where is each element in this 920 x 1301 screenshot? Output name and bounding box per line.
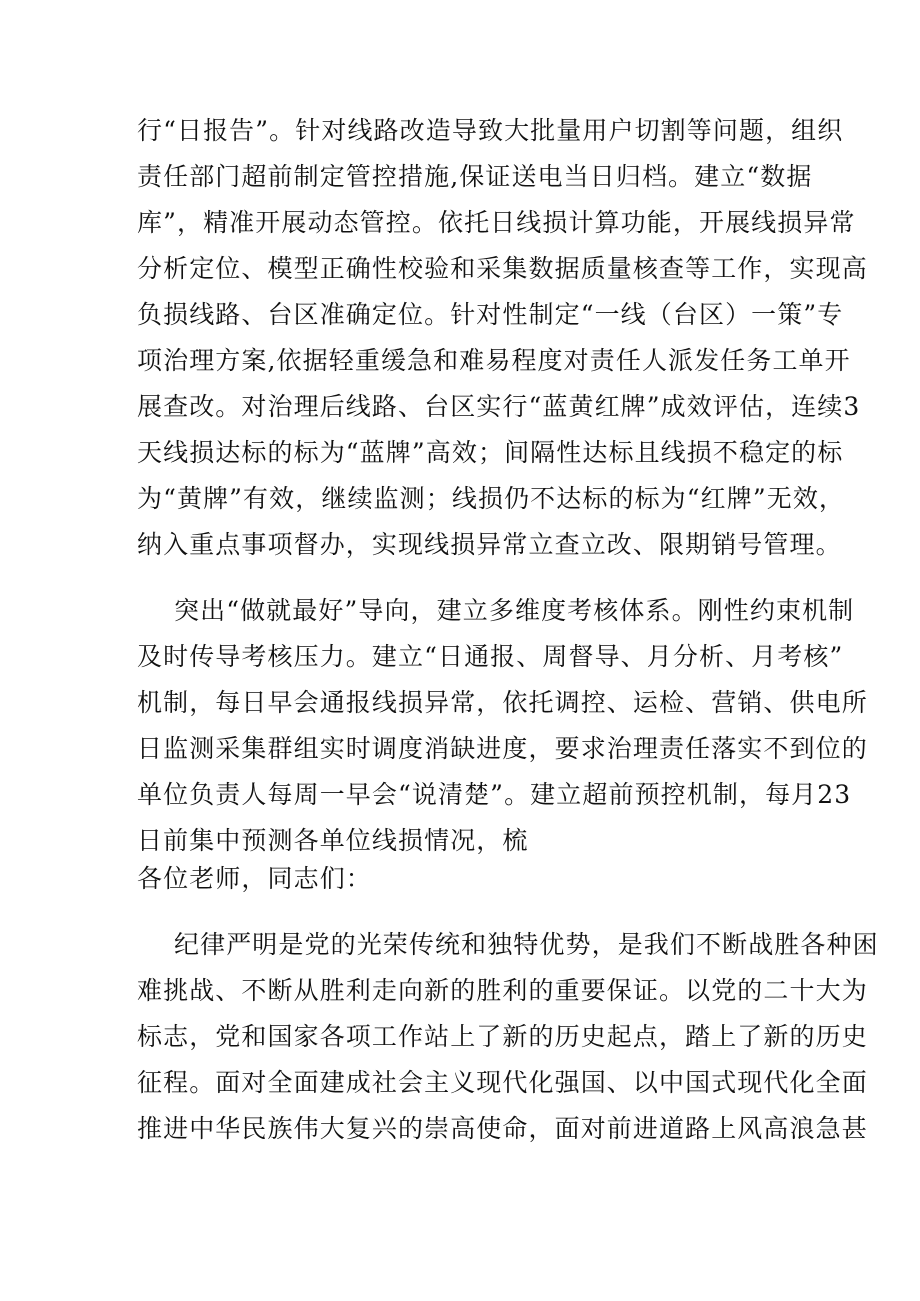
text-line-15: 单位负责人每周一早会“说清楚”。建立超前预控机制，每月23 [137,780,852,809]
text-line-12: 及时传导考核压力。建立“日通报、周督导、月分析、月考核” [137,642,844,671]
text-line-6: 项治理方案,依据轻重缓急和难易程度对责任人派发任务工单开 [137,346,851,375]
salutation-line: 各位老师，同志们： [137,864,372,893]
text-line-3: 库”，精准开展动态管控。依托日线损计算功能，开展线损异常 [137,208,856,237]
text-line-22: 推进中华民族伟大复兴的崇高使命，面对前进道路上风高浪急甚 [137,1114,868,1143]
text-line-14: 日监测采集群组实时调度消缺进度，要求治理责任落实不到位的 [137,734,868,763]
text-line-7: 展查改。对治理后线路、台区实行“蓝黄红牌”成效评估，连续3 [137,392,861,421]
text-line-20: 标志，党和国家各项工作站上了新的历史起点，踏上了新的历史 [137,1022,868,1051]
text-line-2: 责任部门超前制定管控措施,保证送电当日归档。建立“数据 [137,162,813,191]
text-line-21: 征程。面对全面建成社会主义现代化强国、以中国式现代化全面 [137,1068,868,1097]
paragraph-start-line: 突出“做就最好”导向，建立多维度考核体系。刚性约束机制 [174,596,855,625]
text-line-1: 行“日报告”。针对线路改造导致大批量用户切割等问题，组织 [137,116,844,145]
text-line-16: 日前集中预测各单位线损情况，梳 [137,826,529,855]
text-line-9: 为“黄牌”有效，继续监测；线损仍不达标的标为“红牌”无效， [137,484,846,513]
text-line-10: 纳入重点事项督办，实现线损异常立查立改、限期销号管理。 [137,530,842,559]
text-line-19: 难挑战、不断从胜利走向新的胜利的重要保证。以党的二十大为 [137,976,868,1005]
paragraph-start-line: 纪律严明是党的光荣传统和独特优势，是我们不断战胜各种困 [174,930,879,959]
text-line-8: 天线损达标的标为“蓝牌”高效；间隔性达标且线损不稳定的标 [137,438,844,467]
text-line-5: 负损线路、台区准确定位。针对性制定“一线（台区）一策”专 [137,300,844,329]
text-line-4: 分析定位、模型正确性校验和采集数据质量核查等工作，实现高 [137,254,868,283]
text-line-13: 机制，每日早会通报线损异常，依托调控、运检、营销、供电所 [137,688,868,717]
